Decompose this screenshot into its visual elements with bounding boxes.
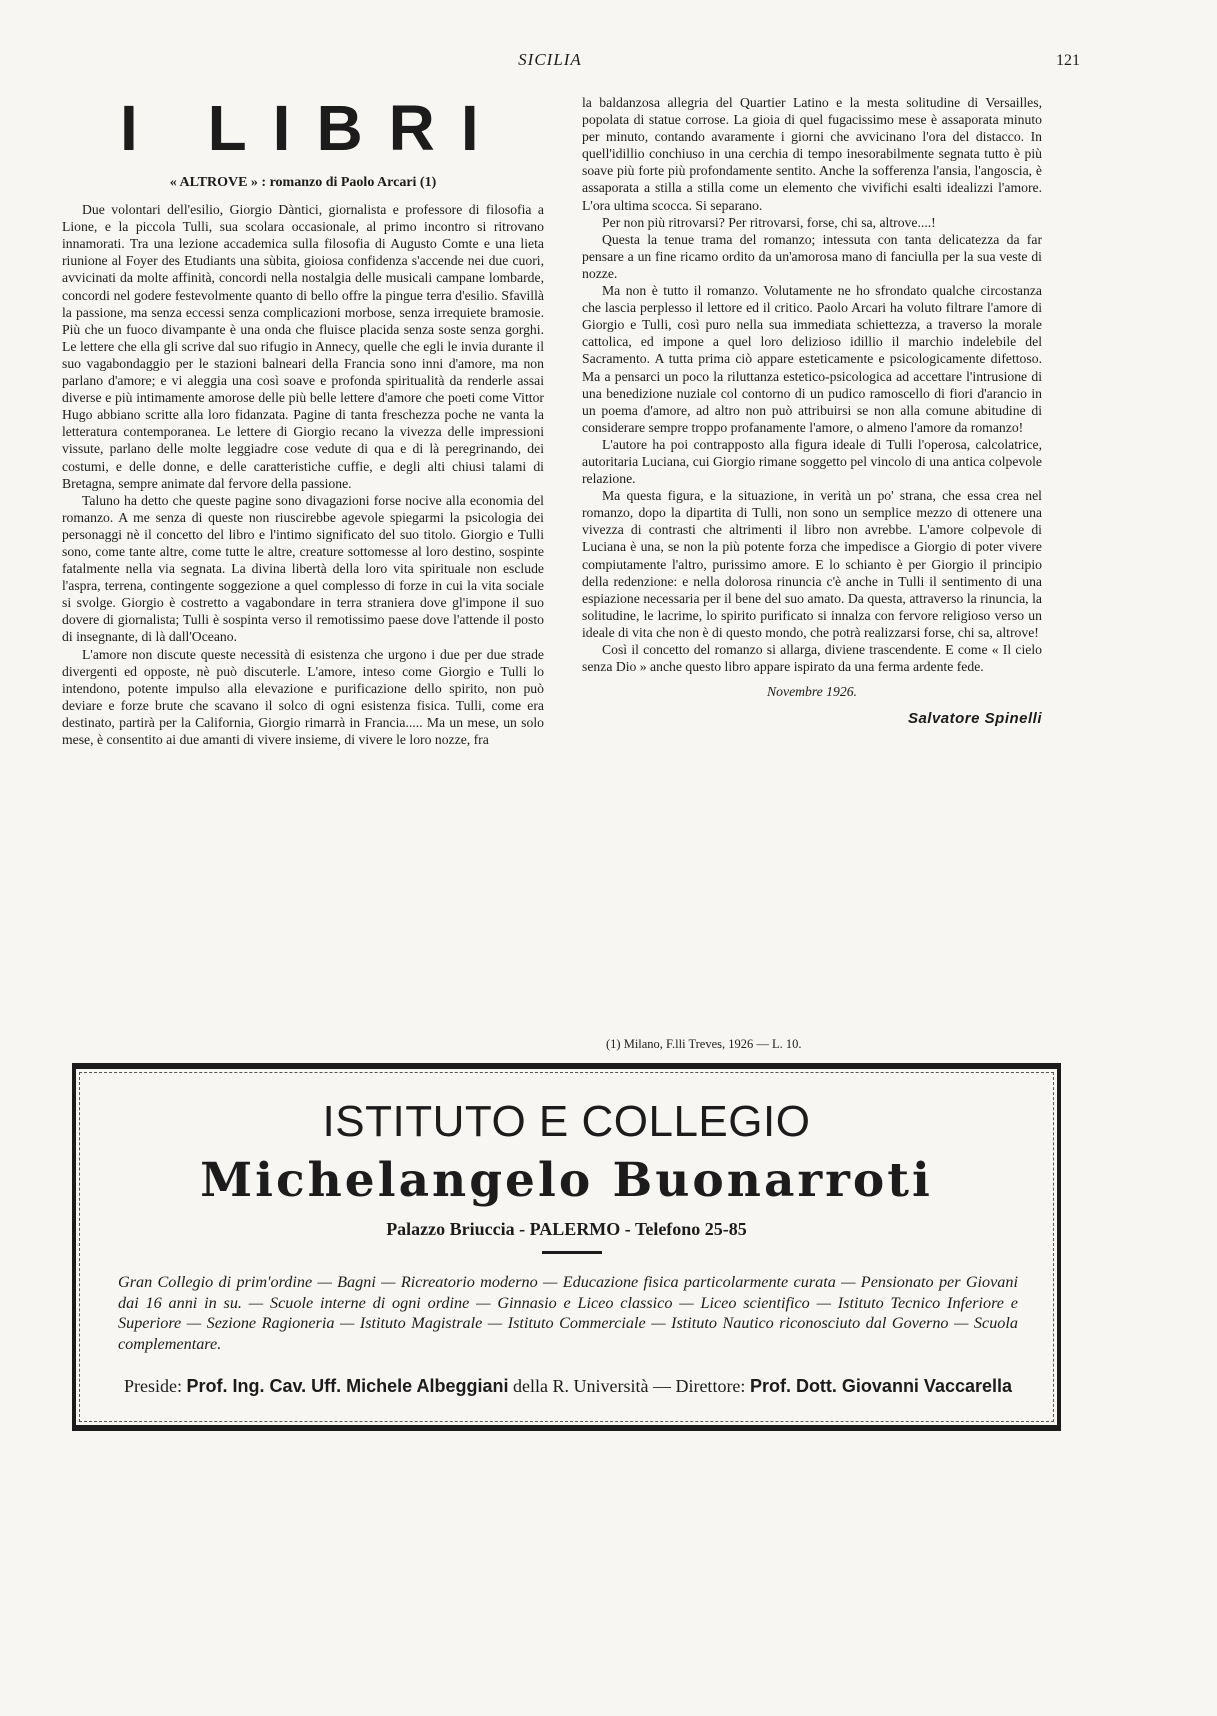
review-paragraph: Due volontari dell'esilio, Giorgio Dàntici, giornalista e professore di filosofia a Lione, e la piccola Tulli, sua scolara occasionale, al primo incontro si ritrovano innamorati. Tra una lezione accademica sulla filosofia di Augusto Comte e una lieta riunione al Foyer des Etudiants una sùbita, gioiosa confidenza s'accende nei due cuori, avvicinati da molte affinità, concordi nella nostalgia delle musicali campane lombarde, concordi nel godere festevolmente quanto di bello offre la pingue terra d'esilio. Sfavillà la passione, ma senza eccessi senza complicazioni morbose, senza irrequiete bramosie. Più che un fuoco divampante è una onda che fluisce placida senza soste senza gorghi. Le lettere che ella gli scrive dal suo rifugio in Annecy, quelle che egli le invia durante il suo vagabondaggio per le stazioni balneari della Francia sono inni d'amore, ma non parlano d'amore; e vi aleggia una così soave e profonda spiritualità da renderle assai diverse e più intimamente amorose delle più belle lettere d'amore che poeti come Vittor Hugo abbiano scritte alla loro fidanzata. Pagine di tanta freschezza poche ne vanta la letteratura contemporanea. Le lettere di Giorgio recano la vivezza delle impressioni vissute, parlano delle molte leggiadre cose vedute di qua e di là peregrinando, dei costumi, e delle donne, e delle caratteristiche cuffie, e degli alti chiusi talami di Bretagna, sempre animate dal fervore della passione. <box>62 202 544 491</box>
ad-divider <box>542 1251 602 1254</box>
ad-staff-line <box>88 1376 1048 1397</box>
ad-school-name: Michelangelo Buonarroti <box>200 1153 933 1208</box>
footnote: (1) Milano, F.lli Treves, 1926 — L. 10. <box>606 1037 802 1051</box>
review-paragraph: L'amore non discute queste necessità di esistenza che urgono i due per due strade divergenti ed opposte, nè può discuterle. L'amore, inteso come Giorgio e Tulli lo intendono, potente impulso alla elevazione e purificazione dello spirito, non può deviare e forze brute che scavano il solco di ogni esistenza fisica. Tulli, come era destinato, partirà per la California, Giorgio rimarrà in Francia..... Ma un mese, un solo mese, è consentito ai due amanti di vivere insieme, di vivere le loro nozze, fra <box>62 646 544 747</box>
director-name: Prof. Dott. Giovanni Vaccarella <box>749 1376 1013 1396</box>
left-column <box>62 92 544 748</box>
ad-address: Palazzo Briuccia - PALERMO - Telefono 25-85 <box>386 1219 747 1239</box>
review-paragraph: Ma questa figura, e la situazione, in verità un po' strana, che essa crea nel romanzo, dopo la dipartita di Tulli, non sono un semplice mezzo di ottenere una vivezza di contrasti che altrimenti il libro non avrebbe. L'amore colpevole di Luciana è una, se non la più potente forza che impedisce a Giorgio di poter vivere compiutamente l'altro, purissimo amore. E lo schianto è per Giorgio il principio della redenzione: e nella dolorosa rinuncia c'è anche in Tulli il sentimento di una espiazione necessaria per il bene del suo amato. Da questa, attraverso la rinuncia, la solitudine, le lacrime, lo spirito purificato si innalza con fervore religioso verso un ideale di vita che non è di questo mondo, che potrà realizzarsi forse, chi sa, altrove! <box>582 488 1042 640</box>
preside-name: Prof. Ing. Cav. Uff. Michele Albeggiani <box>186 1376 509 1396</box>
page-number: 121 <box>1056 52 1080 69</box>
review-paragraph: Questa la tenue trama del romanzo; intessuta con tanta delicatezza da far pensare a un fine ricamo ordito da un'amorosa mano di fanciulla per la sua veste di nozze. <box>582 231 1042 281</box>
author-signature: Salvatore Spinelli <box>907 710 1042 728</box>
university-text: della R. Università — <box>512 1376 671 1396</box>
review-paragraph: Taluno ha detto che queste pagine sono divagazioni forse nocive alla economia del romanzo. A me senza di queste non riuscirebbe agevole spiegarmi la psicologia dei personaggi nè il concetto del libro e l'intimo significato del suo titolo. Giorgio e Tulli sono, come tante altre, come tutte le altre, creature sottomesse al loro destino, sospinte fatalmente nella via segnata. La divina libertà della loro vita spirituale non esclude l'aspra, terrena, contingente soggezione a quel complesso di forze in cui la vita sociale si svolge. Giorgio è costretto a vagabondare in terra straniera dove gl'impone il suo dovere di giornalista; Tulli è sospinta verso il remotissimo paese dove l'attende il posto di insegnante, di là dall'Oceano. <box>62 492 544 645</box>
review-paragraph: Per non più ritrovarsi? Per ritrovarsi, forse, chi sa, altrove....! <box>602 214 936 230</box>
review-paragraph: L'autore ha poi contrapposto alla figura ideale di Tulli l'operosa, calcolatrice, autoritaria Luciana, cui Giorgio rimane soggetto pel vincolo di una antica colpevole relazione. <box>582 436 1042 487</box>
director-label: Direttore: <box>675 1376 746 1396</box>
review-date: Novembre 1926. <box>767 684 857 700</box>
ad-title: ISTITUTO E COLLEGIO <box>322 1097 811 1146</box>
preside-label: Preside: <box>123 1376 182 1396</box>
review-paragraph: Ma non è tutto il romanzo. Volutamente ne ho sfrondato qualche circostanza che lascia perplesso il lettore ed il critico. Paolo Arcari ha voluto filtrare l'amore di Giorgio e Tulli, così puro nella sua immediata schiettezza, a traverso la morale cattolica, ed impone a quel loro delizioso idillio il marchio indelebile del Sacramento. A tutta prima ciò appare esteticamente e psicologicamente difettoso. Ma a pensarci un poco la riluttanza estetico-psicologica ad accettare l'intrusione di una benedizione nuziale col contorno di un pudico ramoscello di fiori d'arancio in un poema d'amore, ad altro non può attribuirsi se non alla comune abitudine di considerare sempre troppo profanamente l'amore, o almeno l'amore da romanzo! <box>582 283 1042 435</box>
right-column <box>582 94 1042 727</box>
section-title: I LIBRI <box>120 92 505 164</box>
review-paragraph: Così il concetto del romanzo si allarga, diviene trascendente. E come « Il cielo senza Dio » anche questo libro appare ispirato da una ferma ardente fede. <box>582 642 1042 675</box>
review-paragraph: la baldanzosa allegria del Quartier Latino e la mesta solitudine di Versailles, popolata di statue corrose. La gioia di quel fugacissimo mese è assaporata minuto per minuto, contando avaramente i giorni che avvicinano l'ora del distacco. In quell'idillio conchiuso in una cerchia di tempo inesorabilmente segnata tutto è più soave più forte più profondamente sentito. Anche la sofferenza l'ansia, l'angoscia, è assaporata a stilla a stilla come un elemento che vivifichi esalti idealizzi l'amore. L'ora ultima scocca. Si separano. <box>582 95 1042 213</box>
book-heading: « ALTROVE » : romanzo di Paolo Arcari (1) <box>169 175 437 190</box>
journal-title: SICILIA <box>518 50 582 69</box>
advertisement-box <box>72 1063 1061 1431</box>
ad-description: Gran Collegio di prim'ordine — Bagni — Ricreatorio moderno — Educazione fisica particolarmente curata — Pensionato per Giovani dai 16 anni in su. — Scuole interne di ogni ordine — Ginnasio e Liceo classico — Liceo scientifico — Istituto Tecnico Inferiore e Superiore — Sezione Ragioneria — Istituto Magistrale — Istituto Commerciale — Istituto Nautico riconosciuto dal Governo — Scuola complementare. <box>118 1273 1018 1353</box>
